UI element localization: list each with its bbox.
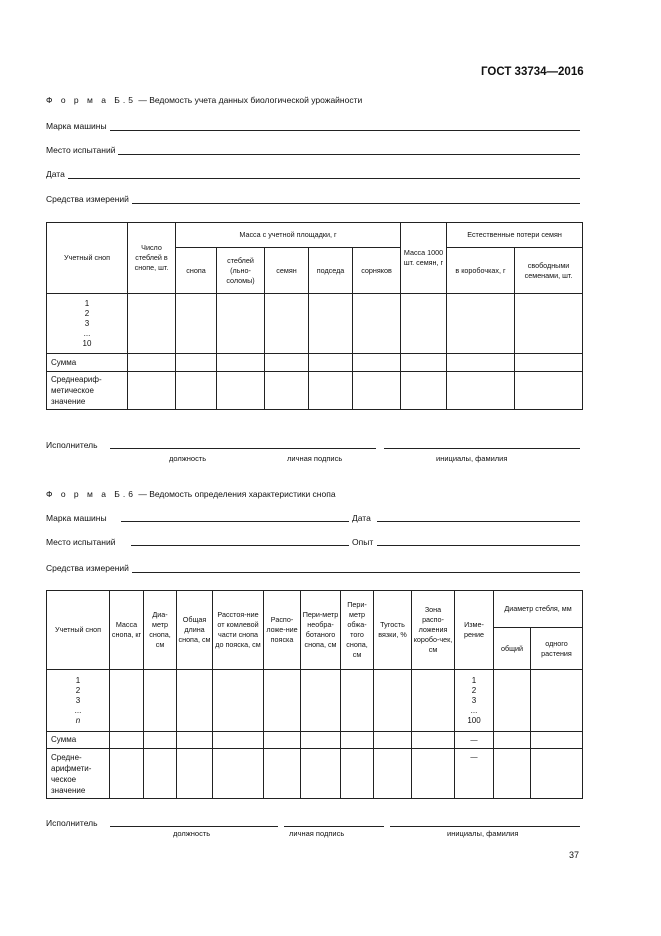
form6-row-place-trial xyxy=(46,537,580,549)
row-average: Среднеариф-метическое значение xyxy=(47,372,128,410)
row-index: 2 xyxy=(84,308,90,318)
row-index: 10 xyxy=(82,338,92,348)
col-mass-1000: Масса 1000 шт. семян, г xyxy=(401,223,447,294)
col-sheaf: Учетный сноп xyxy=(47,223,128,294)
form5-label: Ф о р м а Б.5 xyxy=(46,95,136,105)
caption-position: должность xyxy=(173,829,211,838)
col-mass-group: Масса с учетной площадки, г xyxy=(176,223,401,248)
row-index: 1 xyxy=(84,298,90,308)
fill-line xyxy=(264,440,376,449)
meas-index: 2 xyxy=(471,685,477,695)
col-seeds: семян xyxy=(265,248,309,294)
col-total-length: Общая длина снопа, см xyxy=(177,591,213,670)
col-stems-mass: стеблей (льно-соломы) xyxy=(217,248,265,294)
col-boll-zone: Зона распо-ложения коробо-чек, см xyxy=(412,591,455,670)
row-index: 2 xyxy=(75,685,81,695)
fill-line xyxy=(377,513,580,522)
row-index: n xyxy=(75,715,81,725)
row-sum: Сумма xyxy=(47,354,128,372)
fill-line xyxy=(384,440,580,449)
fill-line xyxy=(110,122,580,131)
row-index: 3 xyxy=(84,318,90,328)
col-sheaf: Учетный сноп xyxy=(47,591,110,670)
col-distance: Расстоя-ние от комлевой части снопа до пояска, см xyxy=(213,591,264,670)
form6-field-means xyxy=(46,561,580,573)
dash-cell: — xyxy=(455,732,494,749)
field-label: Средства измерений xyxy=(46,194,129,204)
fill-line xyxy=(131,537,349,546)
col-stems-count: Число стеблей в снопе, шт. xyxy=(128,223,176,294)
form5-table xyxy=(46,222,583,410)
col-perim-unprocessed: Пери-метр необра-ботаного снопа, см xyxy=(301,591,341,670)
col-total: общий xyxy=(494,628,531,670)
meas-index: 1 xyxy=(471,675,477,685)
row-index: ... xyxy=(83,328,91,338)
caption-position: должность xyxy=(169,454,207,463)
fill-line xyxy=(377,537,580,546)
field-label: Дата xyxy=(46,169,65,179)
row-average: Средне-арифмети-ческое значение xyxy=(47,749,110,799)
col-mass: Масса снопа, кг xyxy=(110,591,144,670)
fill-line xyxy=(132,564,580,573)
caption-signature: личная подпись xyxy=(287,454,343,463)
field-label: Средства измерений xyxy=(46,563,129,573)
table-row xyxy=(47,294,583,354)
form5-field-place xyxy=(46,143,580,155)
fill-line xyxy=(118,146,580,155)
fill-line xyxy=(390,818,580,827)
col-one-plant: одного растения xyxy=(531,628,583,670)
meas-index: 3 xyxy=(471,695,477,705)
fill-line xyxy=(132,195,580,204)
table-row xyxy=(47,670,583,732)
page-number: 37 xyxy=(569,850,580,860)
row-index-cell xyxy=(47,670,110,732)
form5-field-machine xyxy=(46,119,580,131)
fill-line xyxy=(121,513,349,522)
form5-field-date xyxy=(46,167,580,179)
form6-table xyxy=(46,590,583,799)
caption-initials: инициалы, фамилия xyxy=(436,454,508,463)
table-row xyxy=(47,372,583,410)
fill-line xyxy=(284,818,384,827)
fill-line xyxy=(68,170,580,179)
col-position: Распо-ложе-ние пояска xyxy=(264,591,301,670)
field-label: Место испытаний xyxy=(46,537,116,547)
form6-label: Ф о р м а Б.6 xyxy=(46,489,136,499)
col-diameter: Диа-метр снопа, см xyxy=(144,591,177,670)
caption-signature: личная подпись xyxy=(289,829,345,838)
fill-line xyxy=(110,818,278,827)
table-row xyxy=(47,732,583,749)
form5-title-text: — Ведомость учета данных биологической урожайности xyxy=(135,95,363,105)
signature-label: Исполнитель xyxy=(46,440,98,450)
col-undergrowth: подседа xyxy=(309,248,353,294)
document-code: ГОСТ 33734—2016 xyxy=(481,66,584,78)
dash-cell: — xyxy=(455,749,494,799)
col-in-bolls: в коробочках, г xyxy=(447,248,515,294)
form5-signature xyxy=(46,440,580,464)
signature-label: Исполнитель xyxy=(46,818,98,828)
caption-initials: инициалы, фамилия xyxy=(447,829,519,838)
form5-field-means xyxy=(46,192,580,204)
row-index: ... xyxy=(74,705,82,715)
form6-row-machine-date xyxy=(46,513,580,525)
col-measurement: Изме-рение xyxy=(455,591,494,670)
col-tightness: Тугость вязки, % xyxy=(374,591,412,670)
form5-title xyxy=(46,95,362,105)
row-index-cell xyxy=(47,294,128,354)
table-row xyxy=(47,354,583,372)
row-index: 1 xyxy=(75,675,81,685)
field-label: Место испытаний xyxy=(46,145,116,155)
row-index: 3 xyxy=(75,695,81,705)
col-losses-group: Естественные потери семян xyxy=(447,223,583,248)
col-perim-processed: Пери-метр обжа-того снопа, см xyxy=(341,591,374,670)
form6-title xyxy=(46,489,336,499)
form6-signature xyxy=(46,818,580,842)
meas-index: ... xyxy=(470,705,478,715)
field-label: Марка машины xyxy=(46,513,107,523)
table-row xyxy=(47,749,583,799)
meas-index: 100 xyxy=(467,715,481,725)
form6-title-text: — Ведомость определения характеристики снопа xyxy=(135,489,336,499)
col-weeds: сорняков xyxy=(353,248,401,294)
col-stem-diameter: Диаметр стебля, мм xyxy=(494,591,583,628)
field-label: Дата xyxy=(352,513,371,523)
col-free-seeds: свободными семенами, шт. xyxy=(515,248,583,294)
meas-index-cell xyxy=(455,670,494,732)
field-label: Опыт xyxy=(352,537,374,547)
col-sheaf-mass: снопа xyxy=(176,248,217,294)
row-sum: Сумма xyxy=(47,732,110,749)
field-label: Марка машины xyxy=(46,121,107,131)
